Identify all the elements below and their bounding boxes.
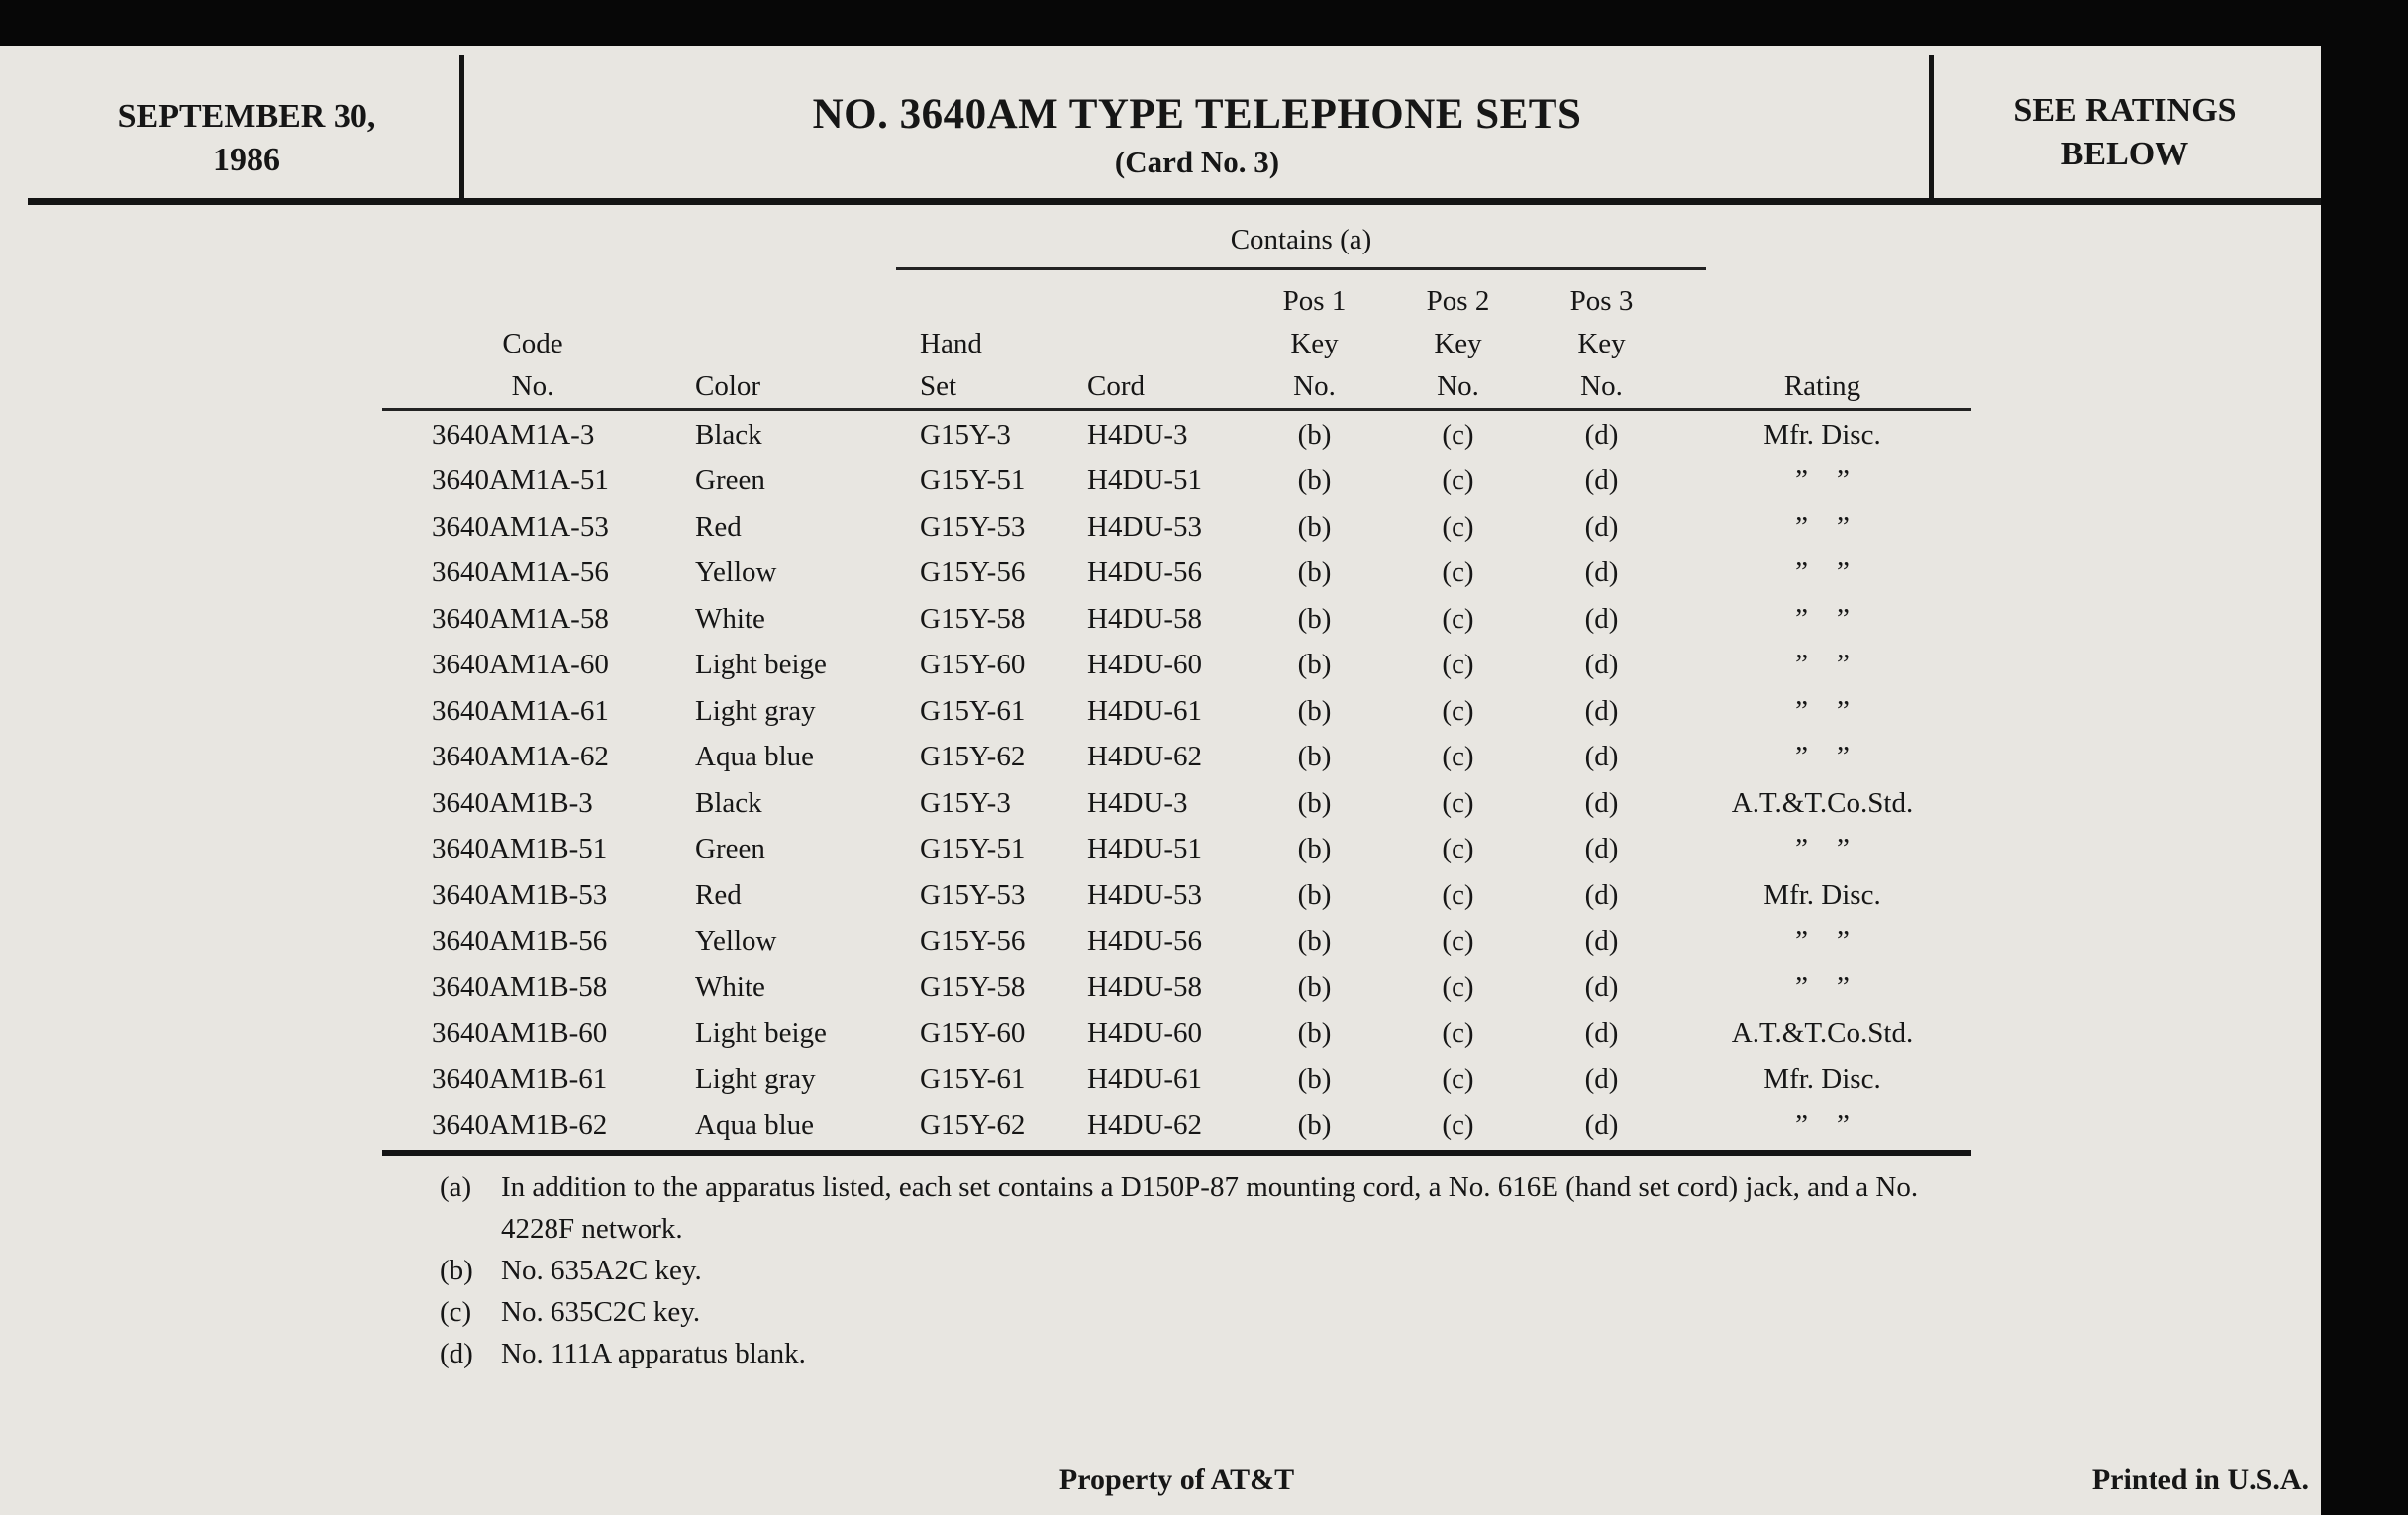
column-header-code: Code No. (502, 328, 563, 402)
cell-code: 3640AM1A-62 (432, 741, 609, 773)
cell-code: 3640AM1A-56 (432, 556, 609, 589)
ratings-note (1937, 89, 2313, 176)
scan-edge-top (0, 0, 2408, 46)
cell-handset: G15Y-51 (920, 833, 1026, 865)
cell-handset: G15Y-53 (920, 878, 1026, 911)
cell-handset: G15Y-60 (920, 1017, 1026, 1050)
table-row (382, 643, 1971, 689)
property-note: Property of AT&T (1058, 1464, 1295, 1496)
footnotes (440, 1166, 1935, 1374)
cell-handset: G15Y-3 (920, 786, 1011, 819)
cell-color: White (695, 602, 765, 635)
cell-handset: G15Y-56 (920, 925, 1026, 958)
cell-cord: H4DU-60 (1087, 1017, 1202, 1050)
cell-pos3: (d) (1584, 878, 1619, 911)
cell-color: Green (695, 464, 765, 497)
cell-pos3: (d) (1584, 694, 1619, 727)
cell-color: Light gray (695, 694, 816, 727)
cell-pos1: (b) (1297, 878, 1332, 911)
cell-code: 3640AM1B-60 (432, 1017, 608, 1050)
cell-color: Black (695, 786, 762, 819)
cell-code: 3640AM1A-51 (432, 464, 609, 497)
cell-pos3: (d) (1584, 1109, 1619, 1142)
cell-handset: G15Y-62 (920, 741, 1026, 773)
cell-cord: H4DU-62 (1087, 1109, 1202, 1142)
cell-rating: ” ” (1795, 602, 1850, 635)
table-row (382, 919, 1971, 965)
cell-color: Yellow (695, 925, 777, 958)
footnote-text: In addition to the apparatus listed, each set contains a D150P-87 mounting cord, a No. 616E (hand set cord) jack, and a No. 4228F network. (501, 1171, 1919, 1245)
contains-group-header: Contains (a) (1230, 224, 1372, 255)
cell-pos3: (d) (1584, 925, 1619, 958)
cell-rating: Mfr. Disc. (1763, 878, 1881, 911)
table-row (382, 872, 1971, 919)
cell-rating: A.T.&T.Co.Std. (1731, 786, 1914, 819)
cell-pos2: (c) (1442, 418, 1474, 451)
cell-color: White (695, 970, 765, 1003)
cell-pos2: (c) (1442, 510, 1474, 543)
cell-rating: ” ” (1795, 970, 1850, 1003)
cell-cord: H4DU-56 (1087, 925, 1202, 958)
cell-handset: G15Y-60 (920, 649, 1026, 681)
cell-color: Yellow (695, 556, 777, 589)
cell-cord: H4DU-51 (1087, 833, 1202, 865)
cell-pos3: (d) (1584, 510, 1619, 543)
cell-pos1: (b) (1297, 786, 1332, 819)
footnote (440, 1333, 1935, 1374)
cell-cord: H4DU-61 (1087, 1062, 1202, 1095)
cell-color: Red (695, 878, 742, 911)
cell-rating: ” ” (1795, 1109, 1850, 1142)
cell-pos1: (b) (1297, 510, 1332, 543)
cell-handset: G15Y-56 (920, 556, 1026, 589)
issue-date-line2: 1986 (213, 142, 280, 178)
table-row (382, 964, 1971, 1011)
cell-pos2: (c) (1442, 602, 1474, 635)
cell-code: 3640AM1A-61 (432, 694, 609, 727)
table-header-rule (382, 408, 1971, 411)
cell-color: Red (695, 510, 742, 543)
cell-handset: G15Y-58 (920, 970, 1026, 1003)
cell-pos2: (c) (1442, 1017, 1474, 1050)
cell-color: Green (695, 833, 765, 865)
ratings-note-line2: BELOW (2060, 136, 2189, 172)
cell-pos1: (b) (1297, 694, 1332, 727)
table-row (382, 827, 1971, 873)
cell-rating: Mfr. Disc. (1763, 1062, 1881, 1095)
cell-code: 3640AM1B-62 (432, 1109, 608, 1142)
cell-pos3: (d) (1584, 556, 1619, 589)
table-row (382, 1011, 1971, 1058)
ratings-note-line1: SEE RATINGS (2013, 92, 2237, 129)
cell-code: 3640AM1A-60 (432, 649, 609, 681)
footnote (440, 1166, 1935, 1250)
cell-code: 3640AM1B-61 (432, 1062, 608, 1095)
cell-pos1: (b) (1297, 556, 1332, 589)
cell-cord: H4DU-58 (1087, 602, 1202, 635)
cell-code: 3640AM1A-58 (432, 602, 609, 635)
cell-cord: H4DU-53 (1087, 510, 1202, 543)
table-row (382, 688, 1971, 735)
table-row (382, 412, 1971, 458)
cell-rating: A.T.&T.Co.Std. (1731, 1017, 1914, 1050)
cell-rating: Mfr. Disc. (1763, 418, 1881, 451)
cell-pos1: (b) (1297, 970, 1332, 1003)
table-row (382, 780, 1971, 827)
cell-pos3: (d) (1584, 418, 1619, 451)
cell-cord: H4DU-53 (1087, 878, 1202, 911)
table-row (382, 504, 1971, 551)
issue-date (30, 95, 463, 182)
column-header-pos2-key: Pos 2 Key No. (1426, 285, 1490, 402)
cell-pos1: (b) (1297, 418, 1332, 451)
footnote (440, 1250, 1935, 1291)
footnote-label: (c) (440, 1296, 472, 1328)
cell-rating: ” ” (1795, 649, 1850, 681)
cell-handset: G15Y-53 (920, 510, 1026, 543)
contains-group-rule (896, 267, 1706, 270)
header-divider-right (1929, 55, 1934, 204)
table-row (382, 458, 1971, 505)
cell-handset: G15Y-61 (920, 1062, 1026, 1095)
table-rows (382, 412, 1971, 1149)
cell-color: Light beige (695, 1017, 827, 1050)
printed-note: Printed in U.S.A. (2091, 1464, 2309, 1496)
cell-pos2: (c) (1442, 833, 1474, 865)
cell-code: 3640AM1A-3 (432, 418, 595, 451)
card-number: (Card No. 3) (1114, 145, 1280, 179)
cell-pos2: (c) (1442, 464, 1474, 497)
cell-pos2: (c) (1442, 970, 1474, 1003)
cell-rating: ” ” (1795, 464, 1850, 497)
cell-rating: ” ” (1795, 694, 1850, 727)
cell-code: 3640AM1B-51 (432, 833, 608, 865)
table-row (382, 1057, 1971, 1103)
cell-cord: H4DU-3 (1087, 786, 1188, 819)
cell-pos1: (b) (1297, 1017, 1332, 1050)
cell-pos3: (d) (1584, 741, 1619, 773)
cell-rating: ” ” (1795, 510, 1850, 543)
cell-cord: H4DU-58 (1087, 970, 1202, 1003)
cell-pos3: (d) (1584, 1017, 1619, 1050)
header-divider-left (459, 55, 464, 204)
cell-handset: G15Y-58 (920, 602, 1026, 635)
cell-pos2: (c) (1442, 1062, 1474, 1095)
footnote-label: (d) (440, 1338, 473, 1369)
cell-pos1: (b) (1297, 925, 1332, 958)
cell-rating: ” ” (1795, 556, 1850, 589)
cell-pos2: (c) (1442, 649, 1474, 681)
issue-date-line1: SEPTEMBER 30, (117, 98, 376, 135)
table-header-row (382, 279, 1971, 408)
cell-cord: H4DU-61 (1087, 694, 1202, 727)
cell-cord: H4DU-3 (1087, 418, 1188, 451)
table-row (382, 1103, 1971, 1150)
cell-pos2: (c) (1442, 925, 1474, 958)
cell-handset: G15Y-3 (920, 418, 1011, 451)
cell-pos2: (c) (1442, 556, 1474, 589)
cell-pos1: (b) (1297, 464, 1332, 497)
cell-color: Black (695, 418, 762, 451)
table-bottom-rule (382, 1150, 1971, 1156)
cell-pos2: (c) (1442, 878, 1474, 911)
cell-handset: G15Y-51 (920, 464, 1026, 497)
cell-pos3: (d) (1584, 649, 1619, 681)
table-row (382, 735, 1971, 781)
cell-rating: ” ” (1795, 833, 1850, 865)
column-header-cord: Cord (1087, 370, 1145, 402)
cell-pos2: (c) (1442, 1109, 1474, 1142)
cell-pos1: (b) (1297, 1109, 1332, 1142)
cell-handset: G15Y-61 (920, 694, 1026, 727)
cell-pos2: (c) (1442, 786, 1474, 819)
footnote-label: (a) (440, 1171, 472, 1203)
column-header-handset: Hand Set (920, 328, 982, 402)
cell-pos3: (d) (1584, 786, 1619, 819)
cell-cord: H4DU-62 (1087, 741, 1202, 773)
cell-rating: ” ” (1795, 741, 1850, 773)
cell-pos3: (d) (1584, 833, 1619, 865)
cell-pos2: (c) (1442, 741, 1474, 773)
card-title: NO. 3640AM TYPE TELEPHONE SETS (812, 91, 1582, 138)
column-header-color: Color (695, 370, 761, 402)
cell-code: 3640AM1B-53 (432, 878, 608, 911)
cell-color: Aqua blue (695, 741, 814, 773)
footnote (440, 1291, 1935, 1333)
cell-pos1: (b) (1297, 1062, 1332, 1095)
cell-color: Light beige (695, 649, 827, 681)
cell-code: 3640AM1B-56 (432, 925, 608, 958)
header-rule (28, 198, 2370, 205)
column-header-pos1-key: Pos 1 Key No. (1282, 285, 1347, 402)
scan-edge-right (2321, 0, 2408, 1515)
cell-pos1: (b) (1297, 833, 1332, 865)
cell-cord: H4DU-56 (1087, 556, 1202, 589)
footnote-text: No. 635A2C key. (501, 1255, 702, 1286)
cell-handset: G15Y-62 (920, 1109, 1026, 1142)
cell-pos3: (d) (1584, 1062, 1619, 1095)
cell-pos3: (d) (1584, 464, 1619, 497)
footnote-text: No. 111A apparatus blank. (501, 1338, 806, 1369)
column-header-rating: Rating (1783, 370, 1861, 402)
cell-pos3: (d) (1584, 602, 1619, 635)
cell-pos1: (b) (1297, 741, 1332, 773)
cell-code: 3640AM1A-53 (432, 510, 609, 543)
footnote-label: (b) (440, 1255, 473, 1286)
cell-rating: ” ” (1795, 925, 1850, 958)
cell-color: Aqua blue (695, 1109, 814, 1142)
cell-code: 3640AM1B-3 (432, 786, 593, 819)
cell-cord: H4DU-51 (1087, 464, 1202, 497)
table-row (382, 551, 1971, 597)
cell-pos1: (b) (1297, 602, 1332, 635)
cell-pos1: (b) (1297, 649, 1332, 681)
column-header-pos3-key: Pos 3 Key No. (1569, 285, 1634, 402)
table-row (382, 596, 1971, 643)
cell-cord: H4DU-60 (1087, 649, 1202, 681)
cell-pos2: (c) (1442, 694, 1474, 727)
cell-pos3: (d) (1584, 970, 1619, 1003)
cell-color: Light gray (695, 1062, 816, 1095)
cell-code: 3640AM1B-58 (432, 970, 608, 1003)
footnote-text: No. 635C2C key. (501, 1296, 701, 1328)
card-title-block (465, 89, 1929, 184)
